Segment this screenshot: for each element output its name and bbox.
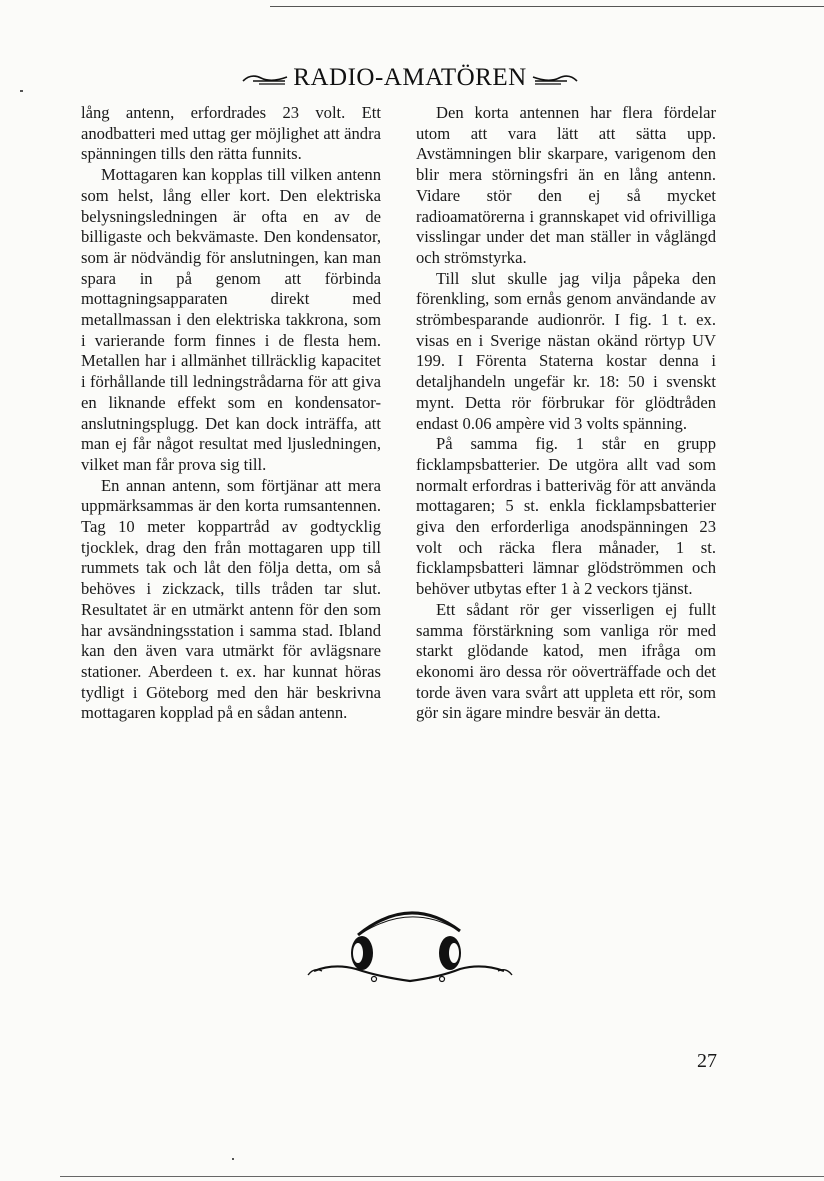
- top-rule: [270, 6, 824, 7]
- page-title: RADIO-AMATÖREN: [293, 64, 527, 91]
- left-column: [81, 103, 381, 724]
- right-column: [416, 103, 716, 724]
- page-number: 27: [697, 1050, 717, 1072]
- headphones-ornament-icon: [300, 895, 520, 995]
- paragraph: En annan antenn, som förtjänar att mera uppmärksammas är den korta rumsantennen. Tag 10 meter koppartråd av godtycklig tjocklek, drag den från mottagaren upp till rummets tak och låt den följa detta, om så behöves i zickzack, tills tråden tar slut. Resultatet är en utmärkt antenn för den som har avsändningsstation i samma stad. Ibland kan den även vara utmärkt för avlägsnare stationer. Aberdeen t. ex. har kunnat höras tydligt i Göteborg med den här beskrivna mottagaren kopplad på en sådan antenn.: [81, 475, 381, 723]
- print-speck: [20, 90, 23, 92]
- paragraph: Mottagaren kan kopplas till vilken antenn som helst, lång eller kort. Den elektriska belysningsledningen är ofta en av de billigaste och bekvämaste. Den kondensator, som är nödvändig för anslutningen, kan man spara in på genom att förbinda mottagningsapparaten direkt med metallmassan i den elektriska takkrona, som i varierande form finnes i de flesta hem. Metallen har i allmänhet tillräcklig kapacitet i förhållande till ledningstrådarna för att giva en liknande effekt som en kondensator-anslutningsplugg. Det kan dock inträffa, att man ej får något resultat med ljusledningen, vilket man får prova sig till.: [81, 165, 381, 474]
- page-header: [230, 62, 590, 94]
- paragraph: Den korta antennen har flera fördelar utom att vara lätt att sätta upp. Avstämningen blir skarpare, varigenom den blir mera störningsfri än en lång antenn. Vidare stör den ej så mycket radioamatörerna i grannskapet vid ofrivilliga visslingar under det man ställer in våglängd och strömstyrka.: [416, 103, 716, 267]
- flourish-left-icon: [241, 69, 289, 87]
- paragraph: lång antenn, erfordrades 23 volt. Ett anodbatteri med uttag ger möjlighet att ändra spänningen tills den rätta funnits.: [81, 103, 381, 164]
- paragraph: På samma fig. 1 står en grupp ficklampsbatterier. De utgöra allt vad som normalt erfordras i batteriväg för att använda mottagaren; 5 st. enkla ficklampsbatterier giva den erforderliga anodspänningen 23 volt och räcka flera månader, 1 st. ficklampsbatteri lämnar glödströmmen och behöver utbytas efter 1 à 2 veckors tjänst.: [416, 434, 716, 599]
- bottom-rule: [60, 1176, 824, 1177]
- flourish-right-icon: [531, 69, 579, 87]
- print-speck: [232, 1158, 234, 1160]
- paragraph: Ett sådant rör ger visserligen ej fullt samma förstärkning som vanliga rör med starkt glödande katod, men ifråga om ekonomi äro dessa rör oöverträffade och det torde även vara svårt att uppleta ett rör, som gör sin ägare mindre besvär än detta.: [416, 599, 716, 723]
- paragraph: Till slut skulle jag vilja påpeka den förenkling, som ernås genom användande av strömbesparande audionrör. I fig. 1 t. ex. visas en i Sverige nästan okänd rörtyp UV 199. I Förenta Staterna kostar denna i detaljhandeln ungefär kr. 18: 50 i svenskt mynt. Detta rör förbrukar för glödtråden endast 0.06 ampère vid 3 volts spänning.: [416, 268, 716, 433]
